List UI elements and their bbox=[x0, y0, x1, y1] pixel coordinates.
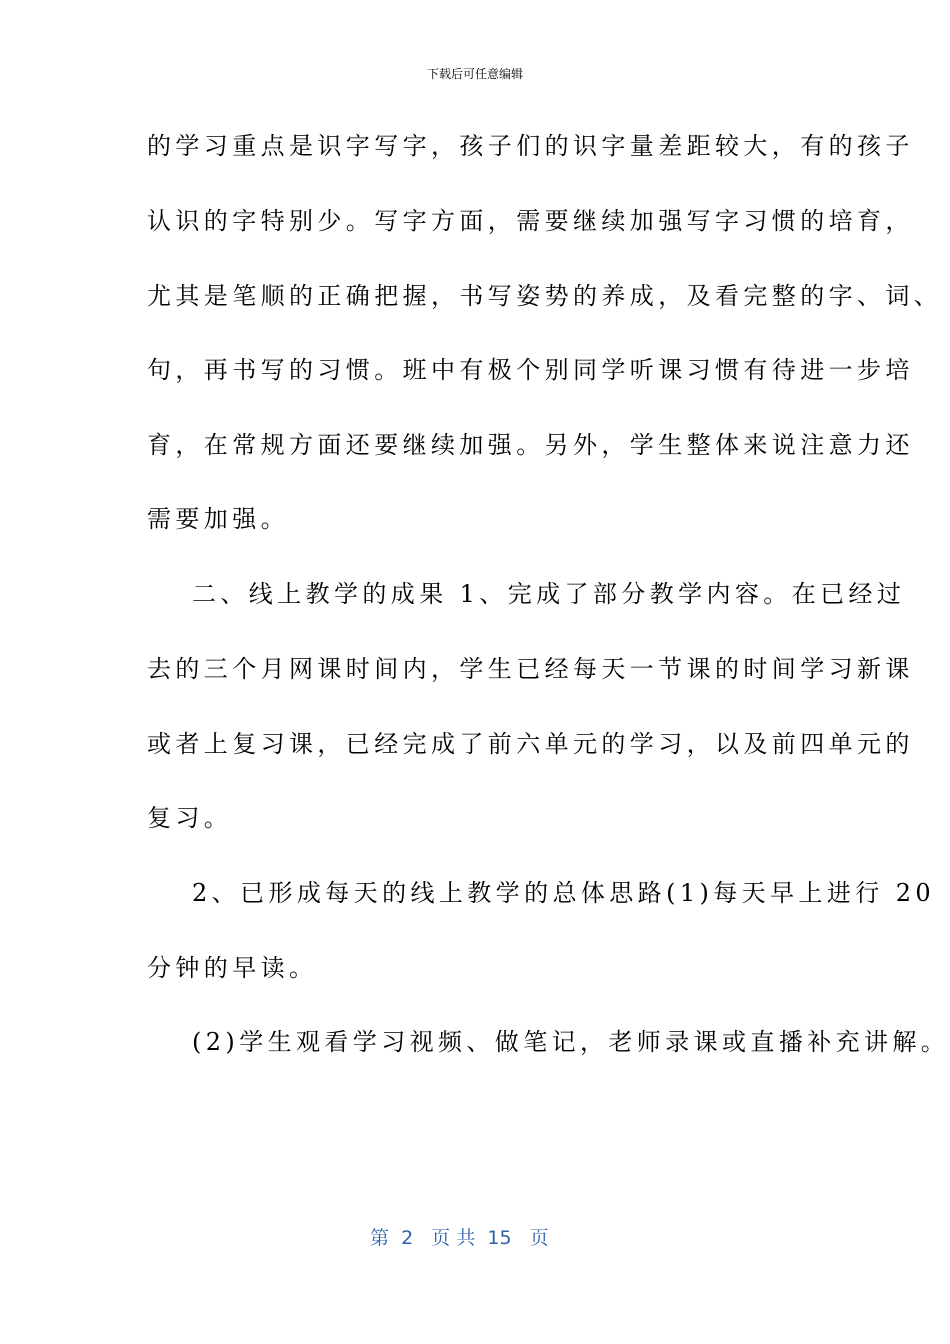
paragraph-line: 去的三个月网课时间内，学生已经每天一节课的时间学习新课 bbox=[147, 655, 914, 683]
paragraph-line: 认识的字特别少。写字方面，需要继续加强写字习惯的培育， bbox=[147, 207, 914, 235]
page-header: 下载后可任意编辑 bbox=[426, 67, 523, 81]
paragraph-line: 的学习重点是识字写字，孩子们的识字量差距较大，有的孩子 bbox=[147, 132, 914, 160]
page-number-footer: 第 2 页 共 15 页 bbox=[370, 1227, 549, 1249]
paragraph-line: 复习。 bbox=[147, 804, 233, 832]
paragraph-line: (2)学生观看学习视频、做笔记，老师录课或直播补充讲解。 bbox=[192, 1028, 950, 1056]
paragraph-line: 育，在常规方面还要继续加强。另外，学生整体来说注意力还 bbox=[147, 431, 914, 459]
paragraph-line: 2、已形成每天的线上教学的总体思路(1)每天早上进行 20 bbox=[192, 879, 936, 907]
paragraph-line: 需要加强。 bbox=[147, 505, 289, 533]
paragraph-line: 二、线上教学的成果 1、完成了部分教学内容。在已经过 bbox=[192, 580, 906, 608]
paragraph-line: 句，再书写的习惯。班中有极个别同学听课习惯有待进一步培 bbox=[147, 356, 914, 384]
paragraph-line: 分钟的早读。 bbox=[147, 954, 318, 982]
paragraph-line: 或者上复习课，已经完成了前六单元的学习，以及前四单元的 bbox=[147, 730, 914, 758]
paragraph-line: 尤其是笔顺的正确把握，书写姿势的养成，及看完整的字、词、 bbox=[147, 282, 943, 310]
